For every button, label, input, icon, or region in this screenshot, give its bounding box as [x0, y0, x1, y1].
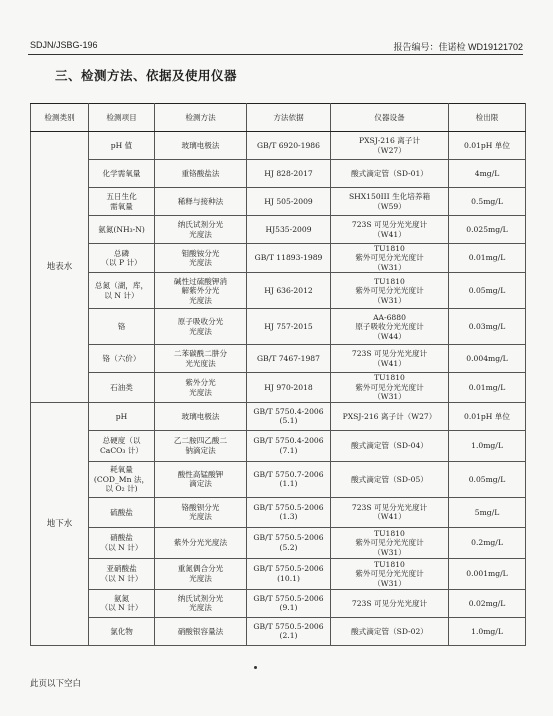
limit-cell: 0.5mg/L [449, 188, 526, 216]
footer-note: 此页以下空白 [30, 679, 82, 689]
basis-cell: HJ 757-2015 [247, 309, 331, 345]
method-cell: 钼酸铵分光 光度法 [155, 244, 247, 273]
instrument-cell: 酸式滴定管（SD-05） [331, 461, 449, 497]
limit-cell: 1.0mg/L [449, 430, 526, 461]
category-cell: 地表水 [31, 132, 89, 403]
item-cell: 总硬度（以 CaCO₃ 计） [89, 430, 155, 461]
basis-cell: GB/T 5750.5-2006 (9.1) [247, 589, 331, 617]
basis-cell: GB/T 5750.5-2006 (2.1) [247, 617, 331, 645]
item-cell: 硝酸盐 （以 N 计） [89, 527, 155, 558]
limit-cell: 1.0mg/L [449, 617, 526, 645]
col-header: 仪器设备 [331, 104, 449, 132]
method-cell: 纳氏试剂分光 光度法 [155, 589, 247, 617]
col-header: 检测项目 [89, 104, 155, 132]
basis-cell: GB/T 5750.7-2006 (1.1) [247, 461, 331, 497]
basis-cell: HJ 828-2017 [247, 160, 331, 188]
limit-cell: 0.004mg/L [449, 345, 526, 373]
item-cell: 五日生化 需氧量 [89, 188, 155, 216]
limit-cell: 0.025mg/L [449, 216, 526, 244]
table-row [31, 497, 526, 527]
method-cell: 重铬酸盐法 [155, 160, 247, 188]
instrument-cell: TU1810 紫外可见分光光度计 （W31） [331, 558, 449, 589]
item-cell: 氨氮(NH₃-N) [89, 216, 155, 244]
document-code: SDJN/JSBG-196 [30, 40, 98, 50]
method-cell: 铬酸钡分光 光度法 [155, 497, 247, 527]
method-cell: 紫外分光 光度法 [155, 373, 247, 402]
method-cell: 稀释与接种法 [155, 188, 247, 216]
instrument-cell: TU1810 紫外可见分光光度计 （W31） [331, 373, 449, 402]
limit-cell: 0.05mg/L [449, 461, 526, 497]
table-row [31, 188, 526, 216]
limit-cell: 0.01pH 单位 [449, 402, 526, 430]
basis-cell: GB/T 11893-1989 [247, 244, 331, 273]
method-cell: 二苯碳酰二肼分 光光度法 [155, 345, 247, 373]
limit-cell: 0.001mg/L [449, 558, 526, 589]
method-cell: 紫外分光光度法 [155, 527, 247, 558]
table-row [31, 373, 526, 402]
limit-cell: 0.05mg/L [449, 273, 526, 309]
table-row [31, 589, 526, 617]
basis-cell: HJ 636-2012 [247, 273, 331, 309]
basis-cell: GB/T 5750.4-2006 (5.1) [247, 402, 331, 430]
instrument-cell: 723S 可见分光光度计 （W41） [331, 216, 449, 244]
instrument-cell: PXSJ-216 离子计 （W27） [331, 132, 449, 160]
category-cell: 地下水 [31, 402, 89, 645]
table-row [31, 160, 526, 188]
table-row [31, 244, 526, 273]
table-header-row [31, 104, 526, 132]
instrument-cell: 723S 可见分光光度计 （W41） [331, 497, 449, 527]
limit-cell: 0.01mg/L [449, 244, 526, 273]
methods-table [30, 103, 526, 646]
table-row [31, 216, 526, 244]
instrument-cell: PXSJ-216 离子计（W27） [331, 402, 449, 430]
table-row [31, 617, 526, 645]
item-cell: 石油类 [89, 373, 155, 402]
limit-cell: 0.03mg/L [449, 309, 526, 345]
basis-cell: HJ 505-2009 [247, 188, 331, 216]
table-row [31, 345, 526, 373]
method-cell: 玻璃电极法 [155, 402, 247, 430]
col-header: 检出限 [449, 104, 526, 132]
method-cell: 重氮偶合分光 光度法 [155, 558, 247, 589]
table-row [31, 430, 526, 461]
item-cell: pH 值 [89, 132, 155, 160]
item-cell: 耗氧量 (COD_Mn 法， 以 O₂ 计) [89, 461, 155, 497]
instrument-cell: 酸式滴定管（SD-04） [331, 430, 449, 461]
item-cell: 铬（六价） [89, 345, 155, 373]
table-row [31, 558, 526, 589]
instrument-cell: 723S 可见分光光度计 （W41） [331, 345, 449, 373]
table-row [31, 402, 526, 430]
method-cell: 乙二胺四乙酸二 钠滴定法 [155, 430, 247, 461]
instrument-cell: 723S 可见分光光度计 [331, 589, 449, 617]
item-cell: 硫酸盐 [89, 497, 155, 527]
table-row [31, 309, 526, 345]
item-cell: 氨氮 （以 N 计） [89, 589, 155, 617]
basis-cell: GB/T 5750.5-2006 (5.2) [247, 527, 331, 558]
header-divider [28, 54, 523, 55]
col-header: 方法依据 [247, 104, 331, 132]
report-number: 报告编号：佳诺检 WD19121702 [393, 42, 523, 52]
basis-cell: GB/T 5750.5-2006 (1.3) [247, 497, 331, 527]
limit-cell: 4mg/L [449, 160, 526, 188]
item-cell: pH [89, 402, 155, 430]
method-cell: 硝酸银容量法 [155, 617, 247, 645]
limit-cell: 0.2mg/L [449, 527, 526, 558]
limit-cell: 0.01pH 单位 [449, 132, 526, 160]
method-cell: 酸性高锰酸钾 滴定法 [155, 461, 247, 497]
instrument-cell: TU1810 紫外可见分光光度计 （W31） [331, 244, 449, 273]
limit-cell: 0.01mg/L [449, 373, 526, 402]
basis-cell: GB/T 5750.4-2006 (7.1) [247, 430, 331, 461]
limit-cell: 0.02mg/L [449, 589, 526, 617]
basis-cell: GB/T 6920-1986 [247, 132, 331, 160]
table-row [31, 527, 526, 558]
instrument-cell: TU1810 紫外可见分光光度计 （W31） [331, 527, 449, 558]
item-cell: 铬 [89, 309, 155, 345]
instrument-cell: AA-6880 原子吸收分光光度计 （W44） [331, 309, 449, 345]
item-cell: 总氮（湖，库， 以 N 计） [89, 273, 155, 309]
method-cell: 纳氏试剂分光 光度法 [155, 216, 247, 244]
item-cell: 化学需氧量 [89, 160, 155, 188]
ink-dot [254, 666, 257, 669]
method-cell: 原子吸收分光 光度法 [155, 309, 247, 345]
item-cell: 氯化物 [89, 617, 155, 645]
item-cell: 总磷 （以 P 计） [89, 244, 155, 273]
limit-cell: 5mg/L [449, 497, 526, 527]
instrument-cell: SHX150III 生化培养箱 （W59） [331, 188, 449, 216]
col-header: 检测方法 [155, 104, 247, 132]
col-header: 检测类别 [31, 104, 89, 132]
basis-cell: GB/T 5750.5-2006 (10.1) [247, 558, 331, 589]
table-row [31, 273, 526, 309]
basis-cell: HJ535-2009 [247, 216, 331, 244]
table-row [31, 132, 526, 160]
method-cell: 碱性过硫酸钾消 解紫外分光 光度法 [155, 273, 247, 309]
section-title: 三、检测方法、依据及使用仪器 [55, 68, 238, 83]
instrument-cell: 酸式滴定管（SD-02） [331, 617, 449, 645]
instrument-cell: 酸式滴定管（SD-01） [331, 160, 449, 188]
method-cell: 玻璃电极法 [155, 132, 247, 160]
basis-cell: GB/T 7467-1987 [247, 345, 331, 373]
item-cell: 亚硝酸盐 （以 N 计） [89, 558, 155, 589]
table-row [31, 461, 526, 497]
instrument-cell: TU1810 紫外可见分光光度计 （W31） [331, 273, 449, 309]
basis-cell: HJ 970-2018 [247, 373, 331, 402]
